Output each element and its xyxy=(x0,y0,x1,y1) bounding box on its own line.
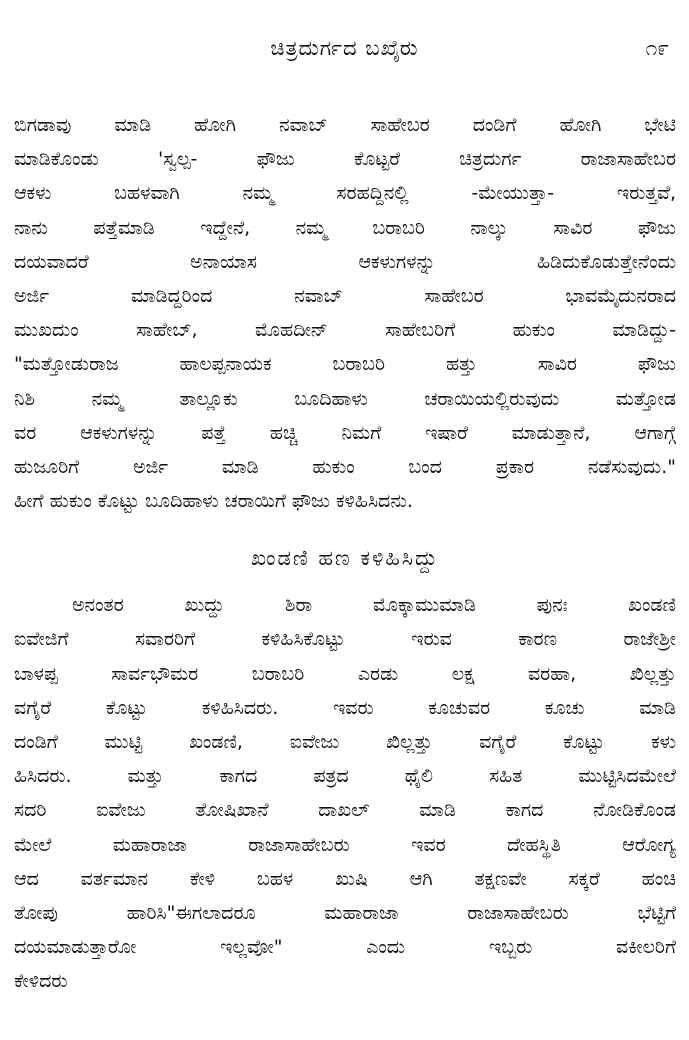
text-line: ಹೀಗೆ ಹುಕುಂ ಕೊಟ್ಟು ಬೂದಿಹಾಳು ಚರಾಯಿಗೆ ಫೌಜು ಕಳಿಹಿಸಿದನು. xyxy=(14,490,413,513)
text-line: ಹುಜೂರಿಗೆ ಅರ್ಜಿ ಮಾಡಿ ಹುಕುಂ ಬಂದ ಪ್ರಕಾರ ನಡೆಸುವುದು." xyxy=(14,455,676,478)
text-line: ವಗೈರೆ ಕೊಟ್ಟು ಕಳಿಹಿಸಿದರು. ಇವರು ಕೂಚುವರ ಕೂಚು ಮಾಡಿ xyxy=(14,696,676,719)
running-title: ಚಿತ್ರದುರ್ಗದ ಬಖೈರು xyxy=(270,36,419,60)
text-line: ಆದ ವರ್ತಮಾನ ಕೇಳಿ ಬಹಳ ಖುಷಿ ಆಗಿ ತಕ್ಷಣವೇ ಸಕ್ಕರೆ ಹಂಚಿ xyxy=(14,867,676,890)
text-line: ಮೇಲೆ ಮಹಾರಾಜಾ ರಾಜಾಸಾಹೇಬರು ಇವರ ದೇಹಸ್ಥಿತಿ ಆರೋಗ್ಯ xyxy=(14,833,676,856)
running-header xyxy=(0,36,689,66)
text-line: ಮುಖದುಂ ಸಾಹೇಬ್, ಮೊಹದೀನ್ ಸಾಹೇಬರಿಗೆ ಹುಕುಂ ಮಾಡಿದ್ದು- xyxy=(14,319,676,342)
text-line: ತೋಪು ಹಾರಿಸಿ"ಈಗಲಾದರೂ ಮಹಾರಾಜಾ ರಾಜಾಸಾಹೇಬರು ಭೆಟ್ಟಿಗೆ xyxy=(14,901,676,924)
text-line: ಅನಂತರ ಖುದ್ದು ಶಿರಾ ಮೊಕ್ಕಾಮುಮಾಡಿ ಪುನಃ ಖಂಡಣಿ xyxy=(72,594,676,617)
text-line: ಬಿಗಡಾವು ಮಾಡಿ ಹೋಗಿ ನವಾಬ್ ಸಾಹೇಬರ ದಂಡಿಗೆ ಹೋಗಿ ಭೇಟಿ xyxy=(14,114,676,136)
paragraph-2 xyxy=(14,588,676,998)
text-line: ದಂಡಿಗೆ ಮುಟ್ಟಿ ಖಂಡಣಿ, ಐವೇಜು ಖಿಲ್ಲತ್ತು ವಗೈರೆ ಕೊಟ್ಟು ಕಳು xyxy=(14,731,676,753)
text-line: ವರ ಆಕಳುಗಳನ್ನು ಪತ್ತೆ ಹಚ್ಚಿ ನಿಮಗೆ ಇಷಾರೆ ಮಾಡುತ್ತಾನೆ, ಆಗಾಗ್ಗೆ xyxy=(14,421,676,444)
body-text xyxy=(14,108,676,999)
text-line: ಮಾಡಿಕೊಂಡು 'ಸ್ವಲ್ಪ- ಫೌಜು ಕೊಟ್ಟರೆ ಚಿತ್ರದುರ್ಗ ರಾಜಾಸಾಹೇಬರ xyxy=(14,148,676,171)
section-heading: ಖಂಡಣಿ ಹಣ ಕಳಿಹಿಸಿದ್ದು xyxy=(250,546,440,571)
text-line: ನಿಶಿ ನಮ್ಮ ತಾಲ್ಲೂಕು ಬೂದಿಹಾಳು ಚರಾಯಿಯಲ್ಲಿರುವುದು ಮತ್ತೋಡ xyxy=(14,387,676,410)
text-line: ಅರ್ಜಿ ಮಾಡಿದ್ದರಿಂದ ನವಾಬ್ ಸಾಹೇಬರ ಭಾವಮೈದುನರಾದ xyxy=(14,284,676,307)
text-line: ದಯಮಾಡುತ್ತಾರೋ ಇಲ್ಲವೋ" ಎಂದು ಇಬ್ಬರು ವಕೀಲರಿಗೆ xyxy=(14,936,676,959)
text-line: ಸದರಿ ಐವೇಜು ತೋಷಿಖಾನೆ ದಾಖಲ್ ಮಾಡಿ ಕಾಗದ ನೋಡಿಕೊಂಡ xyxy=(14,799,676,822)
text-line: "ಮತ್ತೋಡುರಾಜ ಹಾಲಪ್ಪನಾಯಕ ಬರಾಬರಿ ಹತ್ತು ಸಾವಿರ ಫೌಜು xyxy=(14,353,676,376)
text-line: ಹಿಸಿದರು. ಮತ್ತು ಕಾಗದ ಪತ್ರದ ಥೈಲಿ ಸಹಿತ ಮುಟ್ಟಿಸಿದಮೇಲೆ xyxy=(14,765,676,788)
text-line: ಕೇಳಿದರು xyxy=(14,970,68,993)
page-number: ೧೯ xyxy=(645,36,669,60)
paragraph-1 xyxy=(14,108,676,518)
text-line: ಐವೇಜಿಗೆ ಸವಾರರಿಗೆ ಕಳಿಹಿಸಿಕೊಟ್ಟು ಇರುವ ಕಾರಣ ರಾಜೇಶ್ರೀ xyxy=(14,628,676,651)
text-line: ದಯವಾದರೆ ಅನಾಯಾಸ ಆಕಳುಗಳನ್ನು ಹಿಡಿದುಕೊಡುತ್ತೇನೆಂದು xyxy=(14,250,676,273)
text-line: ನಾನು ಪತ್ತೆಮಾಡಿ ಇದ್ದೇನೆ, ನಮ್ಮ ಬರಾಬರಿ ನಾಲ್ಕು ಸಾವಿರ ಫೌಜು xyxy=(14,216,676,239)
text-line: ಬಾಳಪ್ಪ ಸಾರ್ವಭೌಮರ ಬರಾಬರಿ ಎರಡು ಲಕ್ಷ ವರಹಾ, ಖಿಲ್ಲತ್ತು xyxy=(14,662,676,685)
text-line: ಆಕಳು ಬಹಳವಾಗಿ ನಮ್ಮ ಸರಹದ್ದಿನಲ್ಲಿ -ಮೇಯುತ್ತಾ- ಇರುತ್ತವೆ, xyxy=(14,182,676,205)
